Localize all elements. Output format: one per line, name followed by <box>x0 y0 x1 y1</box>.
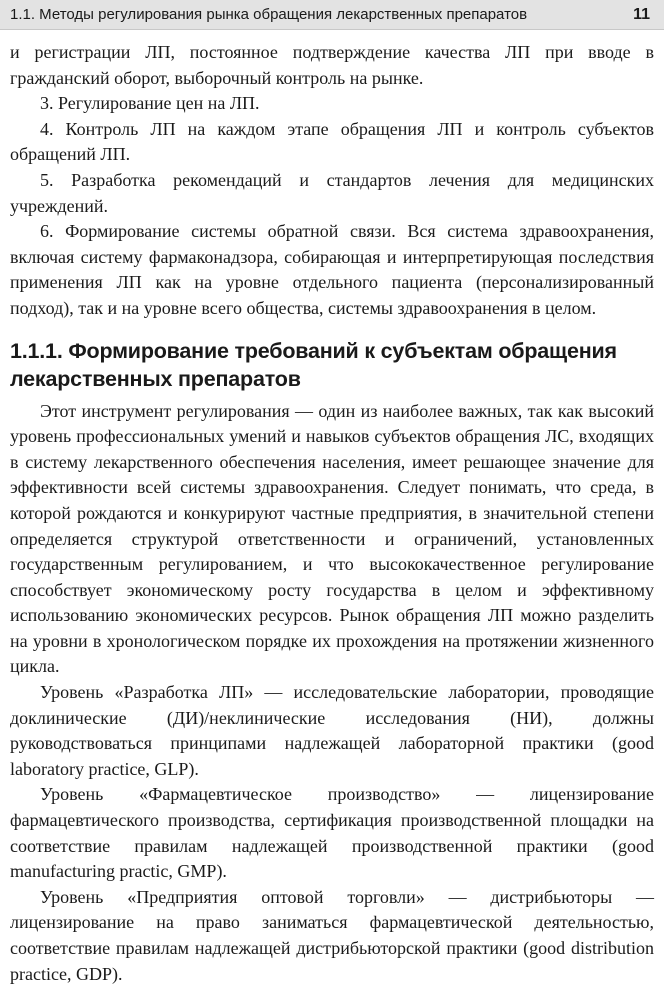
running-head-title: 1.1. Методы регулирования рынка обращения лекарственных препаратов <box>10 6 528 23</box>
list-item-4: 4. Контроль ЛП на каждом этапе обращения ЛП и контроль субъектов обращений ЛП. <box>10 118 654 165</box>
running-head <box>0 0 664 30</box>
list-item-6: 6. Формирование системы обратной связи. Вся система здравоохранения, включая систему фармаконадзора, собирающая и интерпретирующая последствия применения ЛП как на уровне отдельного пациента (персонализированный подход), так и на уровне всего общества, системы здравоохранения в целом. <box>10 221 654 318</box>
page-body <box>10 40 654 987</box>
body-paragraph: Уровень «Предприятия оптовой торговли» — дистрибьюторы — лицензирование на право заниматься фармацевтической деятельностью, соответствие правилам надлежащей дистрибьюторской практики (good distribution practice, GDP). <box>10 886 654 984</box>
continued-paragraph: и регистрации ЛП, постоянное подтверждение качества ЛП при вводе в гражданский оборот, выборочный контроль на рынке. <box>10 42 654 88</box>
body-paragraph: Уровень «Разработка ЛП» — исследовательские лаборатории, проводящие доклинические (ДИ)/неклинические исследования (НИ), должны руководствоваться принципами надлежащей лабораторной практики (good laboratory practice, GLP). <box>10 682 654 779</box>
subsection-heading: 1.1.1. Формирование требований к субъектам обращения лекарственных препаратов <box>10 338 617 391</box>
body-paragraph: Этот инструмент регулирования — один из наиболее важных, так как высокий уровень профессиональных умений и навыков субъектов обращения ЛС, входящих в систему лекарственного обеспечения населения, имеет решающее значение для эффективности всей системы здравоохранения. Следует понимать, что среда, в которой рождаются и конкурируют частные предприятия, в значительной степени определяется структурой ответственности и ограничений, установленных государственным регулированием, и что высококачественное регулирование способствует экономическому росту государства в целом и эффективному использованию экономических ресурсов. Рынок обращения ЛП можно разделить на уровни в хронологическом порядке их прохождения на протяжении жизненного цикла. <box>10 400 654 677</box>
list-item-3: 3. Регулирование цен на ЛП. <box>40 93 260 114</box>
page-number: 11 <box>633 5 650 23</box>
list-item-5: 5. Разработка рекомендаций и стандартов лечения для медицинских учреждений. <box>10 169 654 216</box>
body-paragraph: Уровень «Фармацевтическое производство» — лицензирование фармацевтического производства, сертификация производственной площадки на соответствие правилам надлежащей производственной практики (good manufacturing practic, GMP). <box>10 784 654 882</box>
